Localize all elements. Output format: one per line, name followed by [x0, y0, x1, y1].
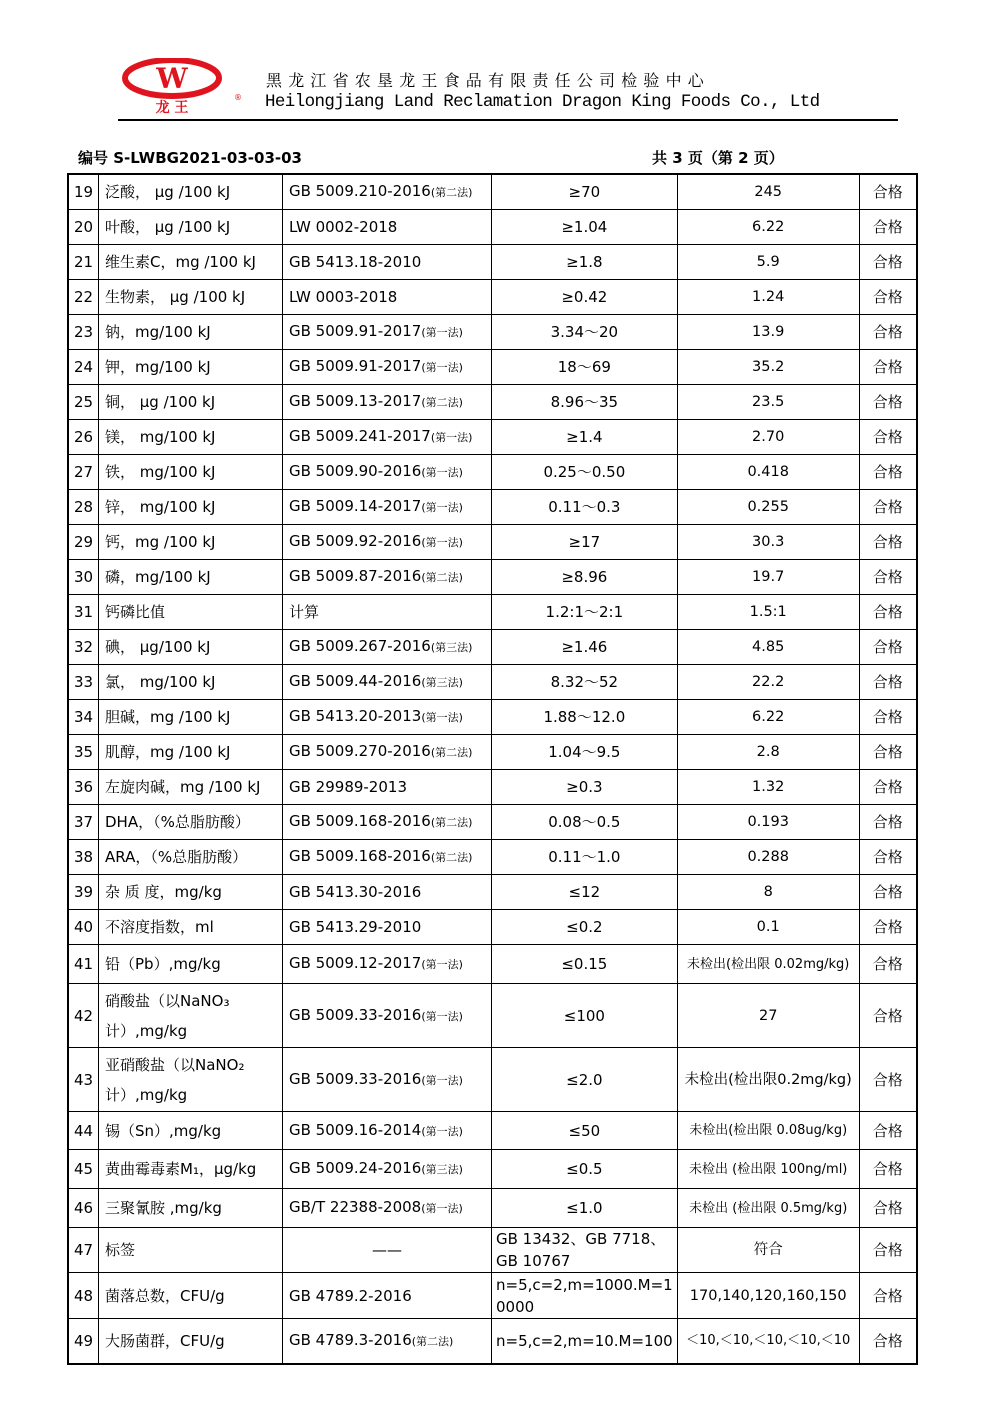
test-item: 杂 质 度，mg/kg — [99, 875, 283, 910]
test-result: 6.22 — [677, 210, 859, 245]
test-method: GB 5009.33-2016(第一法) — [283, 984, 492, 1048]
method-note: (第二法) — [430, 746, 473, 759]
standard-value: n=5,c=2,m=10.M=100 — [492, 1319, 678, 1364]
row-number: 32 — [68, 630, 99, 665]
test-item: 镁， mg/100 kJ — [99, 420, 283, 455]
row-number: 28 — [68, 490, 99, 525]
standard-value: n=5,c=2,m=1000.M=10000 — [492, 1273, 678, 1319]
table-row — [68, 420, 917, 455]
table-row — [68, 945, 917, 984]
verdict: 合格 — [859, 805, 917, 840]
table-row — [68, 245, 917, 280]
row-number: 26 — [68, 420, 99, 455]
test-method: GB/T 22388-2008(第一法) — [283, 1189, 492, 1228]
table-row — [68, 630, 917, 665]
test-item: 维生素C，mg /100 kJ — [99, 245, 283, 280]
method-note: (第一法) — [421, 1009, 463, 1023]
standard-value: 0.25～0.50 — [492, 455, 678, 490]
standard-value: ≥0.42 — [492, 280, 678, 315]
table-row — [68, 455, 917, 490]
row-number: 43 — [68, 1048, 99, 1112]
verdict: 合格 — [859, 910, 917, 945]
test-result: 23.5 — [677, 385, 859, 420]
test-item: 左旋肉碱，mg /100 kJ — [99, 770, 283, 805]
test-result: 符合 — [677, 1228, 859, 1273]
standard-value: ≤1.0 — [492, 1189, 678, 1228]
test-result: 0.1 — [677, 910, 859, 945]
table-row — [68, 280, 917, 315]
table-row — [68, 210, 917, 245]
method-note: (第一法) — [421, 361, 463, 374]
row-number: 21 — [68, 245, 99, 280]
test-result: 8 — [677, 875, 859, 910]
verdict: 合格 — [859, 1150, 917, 1189]
test-result: 245 — [677, 174, 859, 210]
standard-value: 0.11～0.3 — [492, 490, 678, 525]
row-number: 34 — [68, 700, 99, 735]
test-method: GB 5009.90-2016(第一法) — [283, 455, 492, 490]
test-result: 13.9 — [677, 315, 859, 350]
test-result: 35.2 — [677, 350, 859, 385]
header-divider — [118, 119, 898, 121]
test-results-table — [67, 173, 918, 1365]
method-note: (第一法) — [421, 1073, 463, 1087]
standard-value: ≤2.0 — [492, 1048, 678, 1112]
test-method: GB 5413.30-2016 — [283, 875, 492, 910]
verdict: 合格 — [859, 280, 917, 315]
verdict: 合格 — [859, 665, 917, 700]
test-item: 菌落总数，CFU/g — [99, 1273, 283, 1319]
table-row — [68, 1319, 917, 1364]
table-row — [68, 1273, 917, 1319]
table-row — [68, 735, 917, 770]
table-row — [68, 350, 917, 385]
table-row — [68, 840, 917, 875]
standard-value: 18～69 — [492, 350, 678, 385]
svg-text:W: W — [156, 62, 188, 95]
row-number: 45 — [68, 1150, 99, 1189]
standard-value: 1.04～9.5 — [492, 735, 678, 770]
test-result: 未检出(检出限0.2mg/kg) — [677, 1048, 859, 1112]
test-method: GB 4789.2-2016 — [283, 1273, 492, 1319]
standard-value: ≥1.4 — [492, 420, 678, 455]
test-result: 30.3 — [677, 525, 859, 560]
table-row — [68, 490, 917, 525]
method-note: (第二法) — [430, 851, 473, 864]
test-result: 0.418 — [677, 455, 859, 490]
row-number: 22 — [68, 280, 99, 315]
table-row — [68, 1112, 917, 1150]
standard-value: ≤50 — [492, 1112, 678, 1150]
test-method: GB 5009.13-2017(第二法) — [283, 385, 492, 420]
table-row — [68, 560, 917, 595]
row-number: 46 — [68, 1189, 99, 1228]
test-item: 锌， mg/100 kJ — [99, 490, 283, 525]
method-note: (第一法) — [430, 431, 473, 444]
verdict: 合格 — [859, 385, 917, 420]
test-result: 170,140,120,160,150 — [677, 1273, 859, 1319]
table-row — [68, 665, 917, 700]
standard-value: ≤100 — [492, 984, 678, 1048]
standard-value: ≥8.96 — [492, 560, 678, 595]
test-result: 1.5:1 — [677, 595, 859, 630]
method-note: (第一法) — [421, 958, 463, 971]
verdict: 合格 — [859, 1189, 917, 1228]
row-number: 20 — [68, 210, 99, 245]
row-number: 37 — [68, 805, 99, 840]
test-result: 19.7 — [677, 560, 859, 595]
row-number: 27 — [68, 455, 99, 490]
test-result: 1.32 — [677, 770, 859, 805]
table-row — [68, 700, 917, 735]
company-name-cn: 黑龙江省农垦龙王食品有限责任公司检验中心 — [266, 71, 711, 90]
table-row — [68, 984, 917, 1048]
test-item: 钠，mg/100 kJ — [99, 315, 283, 350]
test-item: 亚硝酸盐（以NaNO₂ 计）,mg/kg — [99, 1048, 283, 1112]
verdict: 合格 — [859, 210, 917, 245]
test-item: 标签 — [99, 1228, 283, 1273]
row-number: 31 — [68, 595, 99, 630]
row-number: 36 — [68, 770, 99, 805]
row-number: 25 — [68, 385, 99, 420]
row-number: 38 — [68, 840, 99, 875]
row-number: 35 — [68, 735, 99, 770]
standard-value: ≥1.04 — [492, 210, 678, 245]
test-item: 硝酸盐（以NaNO₃ 计）,mg/kg — [99, 984, 283, 1048]
test-method: —— — [283, 1228, 492, 1273]
standard-value: ≥17 — [492, 525, 678, 560]
row-number: 23 — [68, 315, 99, 350]
row-number: 48 — [68, 1273, 99, 1319]
test-method: GB 5009.87-2016(第二法) — [283, 560, 492, 595]
test-result: ＜10,＜10,＜10,＜10,＜10 — [677, 1319, 859, 1364]
test-method: GB 5009.241-2017(第一法) — [283, 420, 492, 455]
company-logo-icon — [122, 58, 242, 114]
standard-value: 3.34～20 — [492, 315, 678, 350]
method-note: (第一法) — [421, 536, 463, 549]
test-result: 0.255 — [677, 490, 859, 525]
test-result: 1.24 — [677, 280, 859, 315]
test-method: LW 0003-2018 — [283, 280, 492, 315]
standard-value: ≤12 — [492, 875, 678, 910]
test-item: 不溶度指数，ml — [99, 910, 283, 945]
test-result: 未检出 (检出限 0.5mg/kg) — [677, 1189, 859, 1228]
method-note: (第一法) — [421, 1124, 463, 1138]
row-number: 39 — [68, 875, 99, 910]
test-item: 铅（Pb）,mg/kg — [99, 945, 283, 984]
test-result: 4.85 — [677, 630, 859, 665]
row-number: 41 — [68, 945, 99, 984]
verdict: 合格 — [859, 350, 917, 385]
verdict: 合格 — [859, 1273, 917, 1319]
test-method: GB 5009.24-2016(第三法) — [283, 1150, 492, 1189]
table-row — [68, 1150, 917, 1189]
standard-value: 0.11～1.0 — [492, 840, 678, 875]
test-item: 大肠菌群，CFU/g — [99, 1319, 283, 1364]
test-method: GB 5009.44-2016(第三法) — [283, 665, 492, 700]
verdict: 合格 — [859, 700, 917, 735]
method-note: (第一法) — [421, 466, 463, 479]
test-item: 肌醇，mg /100 kJ — [99, 735, 283, 770]
method-note: (第二法) — [430, 816, 473, 829]
test-item: 铁， mg/100 kJ — [99, 455, 283, 490]
row-number: 42 — [68, 984, 99, 1048]
company-name-en: Heilongjiang Land Reclamation Dragon King Foods Co., Ltd — [265, 92, 820, 112]
svg-text:龙 王: 龙 王 — [155, 100, 189, 114]
test-item: 生物素， μg /100 kJ — [99, 280, 283, 315]
method-note: (第二法) — [430, 186, 473, 199]
row-number: 49 — [68, 1319, 99, 1364]
method-note: (第一法) — [421, 501, 463, 514]
verdict: 合格 — [859, 735, 917, 770]
test-result: 22.2 — [677, 665, 859, 700]
test-method: GB 5009.16-2014(第一法) — [283, 1112, 492, 1150]
row-number: 29 — [68, 525, 99, 560]
method-note: (第二法) — [411, 1334, 454, 1348]
test-method: GB 5009.270-2016(第二法) — [283, 735, 492, 770]
test-result: 0.193 — [677, 805, 859, 840]
method-note: (第三法) — [421, 676, 463, 689]
method-note: (第三法) — [430, 641, 473, 654]
table-row — [68, 805, 917, 840]
test-method: GB 5009.92-2016(第一法) — [283, 525, 492, 560]
row-number: 30 — [68, 560, 99, 595]
test-item: 氯， mg/100 kJ — [99, 665, 283, 700]
table-row — [68, 174, 917, 210]
standard-value: 1.88～12.0 — [492, 700, 678, 735]
test-item: 三聚氰胺 ,mg/kg — [99, 1189, 283, 1228]
test-result: 2.70 — [677, 420, 859, 455]
verdict: 合格 — [859, 1319, 917, 1364]
standard-value: ≥0.3 — [492, 770, 678, 805]
test-item: 碘， μg/100 kJ — [99, 630, 283, 665]
standard-value: GB 13432、GB 7718、GB 10767 — [492, 1228, 678, 1273]
table-row — [68, 1048, 917, 1112]
verdict: 合格 — [859, 1112, 917, 1150]
test-method: GB 5009.267-2016(第三法) — [283, 630, 492, 665]
verdict: 合格 — [859, 525, 917, 560]
table-row — [68, 1189, 917, 1228]
standard-value: ≤0.2 — [492, 910, 678, 945]
test-item: DHA，（%总脂肪酸） — [99, 805, 283, 840]
verdict: 合格 — [859, 1228, 917, 1273]
standard-value: 0.08～0.5 — [492, 805, 678, 840]
test-method: GB 5009.14-2017(第一法) — [283, 490, 492, 525]
table-row — [68, 595, 917, 630]
table-row — [68, 315, 917, 350]
test-item: 锡（Sn）,mg/kg — [99, 1112, 283, 1150]
test-result: 27 — [677, 984, 859, 1048]
test-item: 钙，mg /100 kJ — [99, 525, 283, 560]
standard-value: ≥1.46 — [492, 630, 678, 665]
verdict: 合格 — [859, 595, 917, 630]
row-number: 47 — [68, 1228, 99, 1273]
table-row — [68, 525, 917, 560]
test-item: 钙磷比值 — [99, 595, 283, 630]
test-method: GB 5009.210-2016(第二法) — [283, 174, 492, 210]
row-number: 40 — [68, 910, 99, 945]
verdict: 合格 — [859, 770, 917, 805]
svg-text:®: ® — [234, 93, 242, 102]
method-note: (第二法) — [421, 396, 463, 409]
method-note: (第一法) — [421, 711, 463, 724]
test-method: GB 5009.91-2017(第一法) — [283, 350, 492, 385]
test-method: GB 5009.168-2016(第二法) — [283, 805, 492, 840]
standard-value: ≥70 — [492, 174, 678, 210]
test-item: 叶酸， μg /100 kJ — [99, 210, 283, 245]
row-number: 19 — [68, 174, 99, 210]
table-row — [68, 910, 917, 945]
verdict: 合格 — [859, 840, 917, 875]
test-result: 未检出(检出限 0.02mg/kg) — [677, 945, 859, 984]
test-item: 铜， μg /100 kJ — [99, 385, 283, 420]
test-result: 2.8 — [677, 735, 859, 770]
test-result: 0.288 — [677, 840, 859, 875]
verdict: 合格 — [859, 984, 917, 1048]
test-method: GB 5413.29-2010 — [283, 910, 492, 945]
row-number: 44 — [68, 1112, 99, 1150]
test-result: 未检出 (检出限 100ng/ml) — [677, 1150, 859, 1189]
method-note: (第三法) — [421, 1163, 463, 1176]
verdict: 合格 — [859, 490, 917, 525]
standard-value: ≤0.5 — [492, 1150, 678, 1189]
test-method: GB 4789.3-2016(第二法) — [283, 1319, 492, 1364]
test-method: GB 5009.12-2017(第一法) — [283, 945, 492, 984]
table-row — [68, 875, 917, 910]
table-row — [68, 770, 917, 805]
test-item: 黄曲霉毒素M₁，μg/kg — [99, 1150, 283, 1189]
test-item: 磷，mg/100 kJ — [99, 560, 283, 595]
method-note: (第一法) — [421, 1202, 463, 1215]
verdict: 合格 — [859, 560, 917, 595]
verdict: 合格 — [859, 630, 917, 665]
test-item: 胆碱，mg /100 kJ — [99, 700, 283, 735]
verdict: 合格 — [859, 245, 917, 280]
test-item: 泛酸， μg /100 kJ — [99, 174, 283, 210]
page-count: 共 3 页（第 2 页） — [652, 149, 784, 167]
standard-value: 1.2:1～2:1 — [492, 595, 678, 630]
test-method: GB 5009.33-2016(第一法) — [283, 1048, 492, 1112]
test-method: GB 5009.168-2016(第二法) — [283, 840, 492, 875]
test-result: 5.9 — [677, 245, 859, 280]
verdict: 合格 — [859, 945, 917, 984]
test-result: 6.22 — [677, 700, 859, 735]
table-row — [68, 385, 917, 420]
verdict: 合格 — [859, 315, 917, 350]
row-number: 33 — [68, 665, 99, 700]
standard-value: 8.96～35 — [492, 385, 678, 420]
verdict: 合格 — [859, 420, 917, 455]
verdict: 合格 — [859, 875, 917, 910]
test-item: ARA，（%总脂肪酸） — [99, 840, 283, 875]
test-method: GB 5009.91-2017(第一法) — [283, 315, 492, 350]
verdict: 合格 — [859, 455, 917, 490]
verdict: 合格 — [859, 174, 917, 210]
verdict: 合格 — [859, 1048, 917, 1112]
row-number: 24 — [68, 350, 99, 385]
test-item: 钾，mg/100 kJ — [99, 350, 283, 385]
method-note: (第二法) — [421, 571, 463, 584]
test-method: LW 0002-2018 — [283, 210, 492, 245]
test-result: 未检出(检出限 0.08ug/kg) — [677, 1112, 859, 1150]
test-method: GB 29989-2013 — [283, 770, 492, 805]
standard-value: 8.32～52 — [492, 665, 678, 700]
test-method: GB 5413.18-2010 — [283, 245, 492, 280]
test-method: GB 5413.20-2013(第一法) — [283, 700, 492, 735]
standard-value: ≥1.8 — [492, 245, 678, 280]
table-row — [68, 1228, 917, 1273]
standard-value: ≤0.15 — [492, 945, 678, 984]
test-method: 计算 — [283, 595, 492, 630]
method-note: (第一法) — [421, 326, 463, 339]
document-number: 编号 S-LWBG2021-03-03-03 — [78, 149, 302, 167]
